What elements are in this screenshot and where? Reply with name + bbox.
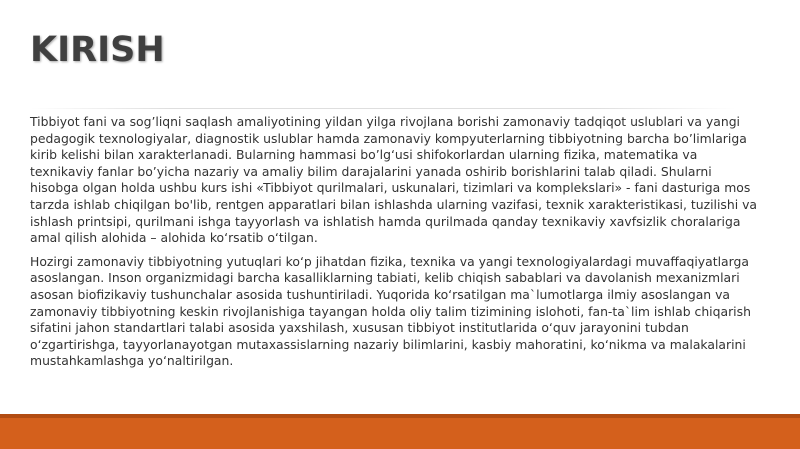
- slide-body: [30, 114, 758, 377]
- slide-title: KIRISH: [30, 30, 165, 70]
- footer-accent-stripe: [0, 414, 800, 418]
- body-paragraph-2: Hozirgi zamonaviy tibbiyotning yutuqlari ko‘p jihatdan fizika, texnika va yangi texnologiyalardagi muvaffaqiyatlarga asoslangan. Inson organizmidagi barcha kasalliklarning tabiati, kelib chiqish sabablari va davolanish mexanizmlari asosan biofizikaviy tushunchalar asosida tushuntiriladi. Yuqorida ko‘rsatilgan ma`lumotlarga ilmiy asoslangan va zamonaviy tibbiyotning keskin rivojlanishiga tayangan holda oliy talim tizimining islohoti, fan-ta`lim ishlab chiqarish sifatini jahon standartlari talabi asosida yaxshilash, xususan tibbiyot institutlarida o‘quv jarayonini tubdan o‘zgartirishga, tayyorlanayotgan mutaxassislarning nazariy bilimlarini, kasbiy mahoratini, ko‘nikma va malakalarini mustahkamlashga yo‘naltirilgan.: [30, 253, 751, 369]
- footer-bar: [0, 414, 800, 449]
- body-paragraph-1: Tibbiyot fani va sog’liqni saqlash amaliyotining yildan yilga rivojlana borishi zamonaviy tadqiqot uslublari va yangi pedagogik texnologiyalar, diagnostik uslublar hamda zamonaviy kompyuterlarning tibbiyotning barcha bo’limlariga kirib kelishi bilan xarakterlanadi. Bularning hammasi bo’lg‘usi shifokorlardan ularning fizika, matematika va texnikaviy fanlar bo’yicha nazariy va amaliy bilim darajalarini yanada oshirib borishlarini talab qiladi. Shularni hisobga olgan holda ushbu kurs ishi «Tibbiyot qurilmalari, uskunalari, tizimlari va komplekslari» - fani dasturiga mos tarzda ishlab chiqilgan bo'lib, rentgen apparatlari bilan ishlashda ularning vazifasi, texnik xarakteristikasi, tuzilishi va ishlash printsipi, qurilmani ishga tayyorlash va ishlatish hamda qurilmada qanday texnikaviy xavfsizlik choralariga amal qilish alohida – alohida ko‘rsatib o‘tilgan.: [30, 114, 758, 246]
- title-divider: [30, 108, 736, 109]
